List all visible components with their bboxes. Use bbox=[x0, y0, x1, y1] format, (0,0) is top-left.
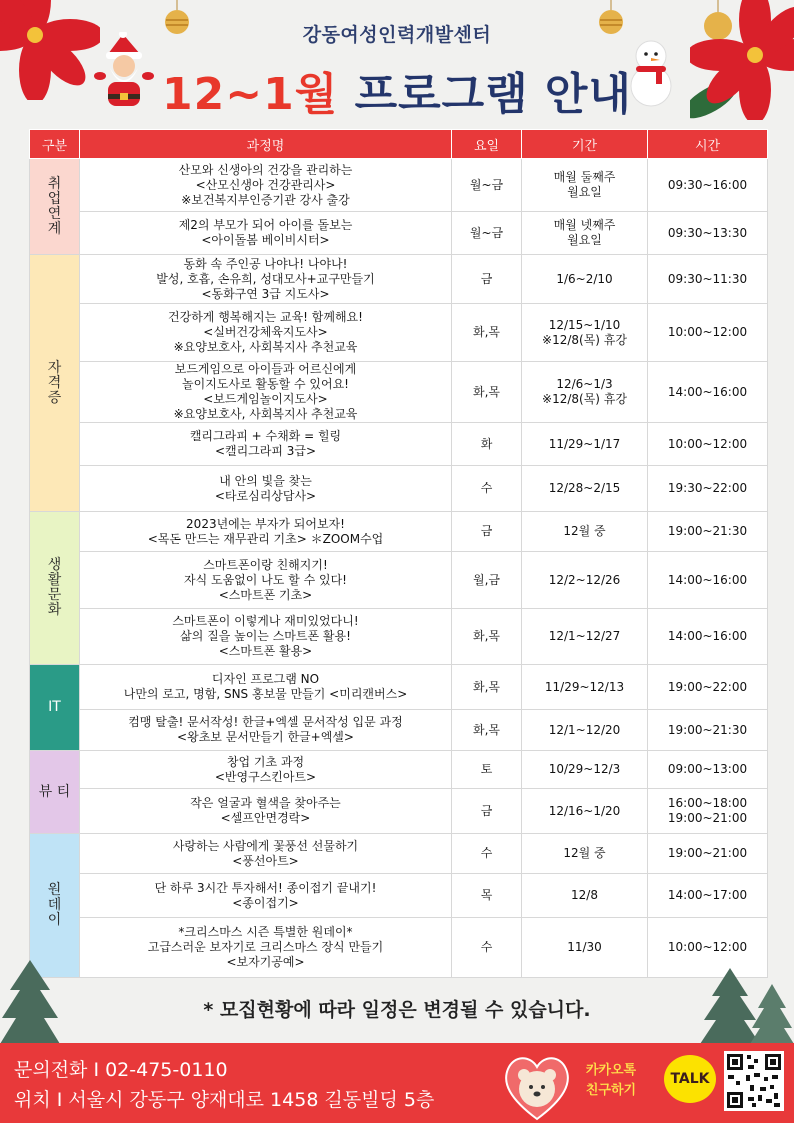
center-name: 강동여성인력개발센터 bbox=[302, 24, 492, 46]
period-cell: 1/6~2/10 bbox=[522, 255, 648, 304]
course-cell: 컴맹 탈출! 문서작성! 한글+엑셀 문서작성 입문 과정 <왕초보 문서만들기 한글+엑셀> bbox=[80, 710, 452, 751]
category-label: 격 bbox=[47, 374, 62, 391]
day-cell: 화 bbox=[452, 423, 522, 466]
course-cell: 보드게임으로 아이들과 어르신에게 놀이지도사로 활동할 수 있어요! <보드게임놀이지도사> ※요양보호사, 사회복지사 추천교육 bbox=[80, 362, 452, 423]
period-cell: 12/2~12/26 bbox=[522, 552, 648, 609]
time-cell: 19:00~21:30 bbox=[648, 512, 768, 552]
table-row bbox=[30, 304, 768, 362]
category-label: 화 bbox=[47, 602, 62, 618]
time-cell: 19:00~22:00 bbox=[648, 665, 768, 710]
contact-phone: 문의전화 I 02-475-0110 bbox=[14, 1059, 228, 1081]
period-cell: 12/6~1/3 ※12/8(목) 휴강 bbox=[522, 362, 648, 423]
day-cell: 금 bbox=[452, 789, 522, 834]
category-label: 연 bbox=[47, 205, 62, 222]
category-label: 활 bbox=[47, 572, 62, 588]
day-cell: 수 bbox=[452, 834, 522, 874]
category-label: 취 bbox=[47, 175, 62, 192]
header-time: 시간 bbox=[648, 130, 768, 159]
pine-tree-decoration-right bbox=[700, 968, 794, 1044]
day-cell: 수 bbox=[452, 918, 522, 978]
time-cell: 19:00~21:30 bbox=[648, 710, 768, 751]
day-cell: 수 bbox=[452, 466, 522, 512]
day-cell: 월~금 bbox=[452, 159, 522, 212]
table-row bbox=[30, 874, 768, 918]
table-row bbox=[30, 789, 768, 834]
period-cell: 12월 중 bbox=[522, 834, 648, 874]
course-cell: 창업 기초 과정 <반영구스킨아트> bbox=[80, 751, 452, 789]
kakao-line2: 친구하기 bbox=[585, 1083, 637, 1098]
course-cell: 작은 얼굴과 혈색을 찾아주는 <셀프안면경락> bbox=[80, 789, 452, 834]
table-row bbox=[30, 552, 768, 609]
course-cell: 산모와 신생아의 건강을 관리하는 <산모신생아 건강관리사> ※보건복지부인증기관 강사 출강 bbox=[80, 159, 452, 212]
period-cell: 11/29~12/13 bbox=[522, 665, 648, 710]
category-label: 이 bbox=[47, 912, 62, 928]
period-cell: 매월 넷째주 월요일 bbox=[522, 212, 648, 255]
course-cell: 스마트폰이랑 친해지기! 자식 도움없이 나도 할 수 있다! <스마트폰 기초> bbox=[80, 552, 452, 609]
category-label: 원 bbox=[47, 882, 62, 898]
time-cell: 14:00~17:00 bbox=[648, 874, 768, 918]
period-cell: 12/1~12/27 bbox=[522, 609, 648, 665]
period-cell: 12/1~12/20 bbox=[522, 710, 648, 751]
qr-code-icon[interactable] bbox=[724, 1051, 784, 1111]
period-cell: 12/16~1/20 bbox=[522, 789, 648, 834]
header-course: 과정명 bbox=[80, 130, 452, 159]
time-cell: 14:00~16:00 bbox=[648, 362, 768, 423]
header-category: 구분 bbox=[30, 130, 80, 159]
table-header-row bbox=[30, 130, 768, 159]
period-cell: 12/15~1/10 ※12/8(목) 휴강 bbox=[522, 304, 648, 362]
category-cell bbox=[30, 751, 80, 834]
footer bbox=[0, 1043, 794, 1123]
time-cell: 10:00~12:00 bbox=[648, 423, 768, 466]
course-cell: 디자인 프로그램 NO 나만의 로고, 명함, SNS 홍보물 만들기 <미리캔버스> bbox=[80, 665, 452, 710]
header-day: 요일 bbox=[452, 130, 522, 159]
day-cell: 토 bbox=[452, 751, 522, 789]
period-cell: 12/8 bbox=[522, 874, 648, 918]
day-cell: 목 bbox=[452, 874, 522, 918]
page-title bbox=[0, 58, 794, 122]
table-body bbox=[30, 159, 768, 978]
course-cell: 스마트폰이 이렇게나 재미있었다니! 삶의 질을 높이는 스마트폰 활용! <스마트폰 활용> bbox=[80, 609, 452, 665]
time-cell: 14:00~16:00 bbox=[648, 609, 768, 665]
course-cell: 동화 속 주인공 나야나! 나야나! 발성, 호흡, 손유희, 성대모사+교구만들기 <동화구연 3급 지도사> bbox=[80, 255, 452, 304]
table-row bbox=[30, 212, 768, 255]
category-label: 자 bbox=[47, 359, 62, 376]
day-cell: 월~금 bbox=[452, 212, 522, 255]
period-cell: 12월 중 bbox=[522, 512, 648, 552]
time-cell: 16:00~18:00 19:00~21:00 bbox=[648, 789, 768, 834]
table-row bbox=[30, 466, 768, 512]
table-row bbox=[30, 710, 768, 751]
category-label: 계 bbox=[47, 220, 62, 237]
schedule-change-note: * 모집현황에 따라 일정은 변경될 수 있습니다. bbox=[203, 999, 591, 1021]
category-cell bbox=[30, 512, 80, 665]
kakao-line1: 카카오톡 bbox=[585, 1063, 637, 1078]
table-row bbox=[30, 362, 768, 423]
table-row bbox=[30, 609, 768, 665]
course-cell: 제2의 부모가 되어 아이를 돌보는 <아이돌봄 베이비시터> bbox=[80, 212, 452, 255]
table-row bbox=[30, 512, 768, 552]
time-cell: 10:00~12:00 bbox=[648, 304, 768, 362]
table-row bbox=[30, 918, 768, 978]
category-cell bbox=[30, 255, 80, 512]
day-cell: 화,목 bbox=[452, 609, 522, 665]
category-cell bbox=[30, 159, 80, 255]
pine-tree-decoration-left bbox=[0, 960, 60, 1044]
table-row bbox=[30, 255, 768, 304]
day-cell: 화,목 bbox=[452, 362, 522, 423]
period-cell: 매월 둘째주 월요일 bbox=[522, 159, 648, 212]
period-cell: 11/30 bbox=[522, 918, 648, 978]
time-cell: 09:30~11:30 bbox=[648, 255, 768, 304]
kakao-add-friend[interactable] bbox=[578, 1061, 644, 1101]
time-cell: 10:00~12:00 bbox=[648, 918, 768, 978]
course-cell: 건강하게 행복해지는 교육! 함께해요! <실버건강체육지도사> ※요양보호사, 사회복지사 추천교육 bbox=[80, 304, 452, 362]
header-period: 기간 bbox=[522, 130, 648, 159]
category-label: 데 bbox=[47, 897, 62, 913]
category-cell bbox=[30, 834, 80, 978]
period-cell: 12/28~2/15 bbox=[522, 466, 648, 512]
day-cell: 화,목 bbox=[452, 710, 522, 751]
category-label: 생 bbox=[47, 557, 62, 573]
category-label: 뷰 티 bbox=[38, 783, 71, 800]
day-cell: 화,목 bbox=[452, 304, 522, 362]
time-cell: 19:00~21:00 bbox=[648, 834, 768, 874]
course-cell: 단 하루 3시간 투자해서! 종이접기 끝내기! <종이접기> bbox=[80, 874, 452, 918]
bear-heart-icon bbox=[500, 1049, 574, 1123]
period-cell: 11/29~1/17 bbox=[522, 423, 648, 466]
page-title-text: 프로그램 안내 bbox=[354, 69, 632, 120]
course-cell: *크리스마스 시즌 특별한 원데이* 고급스러운 보자기로 크리스마스 장식 만들기 <보자기공예> bbox=[80, 918, 452, 978]
course-cell: 내 안의 빛을 찾는 <타로심리상담사> bbox=[80, 466, 452, 512]
time-cell: 19:30~22:00 bbox=[648, 466, 768, 512]
day-cell: 화,목 bbox=[452, 665, 522, 710]
time-cell: 09:00~13:00 bbox=[648, 751, 768, 789]
page-title-months: 12~1월 bbox=[162, 69, 339, 120]
category-label: 문 bbox=[47, 587, 62, 603]
table-row bbox=[30, 665, 768, 710]
time-cell: 14:00~16:00 bbox=[648, 552, 768, 609]
day-cell: 월,금 bbox=[452, 552, 522, 609]
category-cell bbox=[30, 665, 80, 751]
center-address: 위치 I 서울시 강동구 양재대로 1458 길동빌딩 5층 bbox=[14, 1089, 435, 1111]
category-label: 증 bbox=[47, 389, 62, 406]
time-cell: 09:30~13:30 bbox=[648, 212, 768, 255]
table-row bbox=[30, 751, 768, 789]
course-cell: 캘리그라피 + 수채화 = 힐링 <캘리그라피 3급> bbox=[80, 423, 452, 466]
kakao-talk-icon[interactable]: TALK bbox=[664, 1055, 716, 1103]
day-cell: 금 bbox=[452, 512, 522, 552]
program-table bbox=[29, 129, 768, 978]
day-cell: 금 bbox=[452, 255, 522, 304]
course-cell: 2023년에는 부자가 되어보자! <목돈 만드는 재무관리 기초> ＊ZOOM수업 bbox=[80, 512, 452, 552]
period-cell: 10/29~12/3 bbox=[522, 751, 648, 789]
time-cell: 09:30~16:00 bbox=[648, 159, 768, 212]
table-row bbox=[30, 834, 768, 874]
category-label: IT bbox=[48, 699, 61, 715]
table-row bbox=[30, 159, 768, 212]
course-cell: 사랑하는 사람에게 꽃풍선 선물하기 <풍선아트> bbox=[80, 834, 452, 874]
category-label: 업 bbox=[47, 190, 62, 207]
table-row bbox=[30, 423, 768, 466]
